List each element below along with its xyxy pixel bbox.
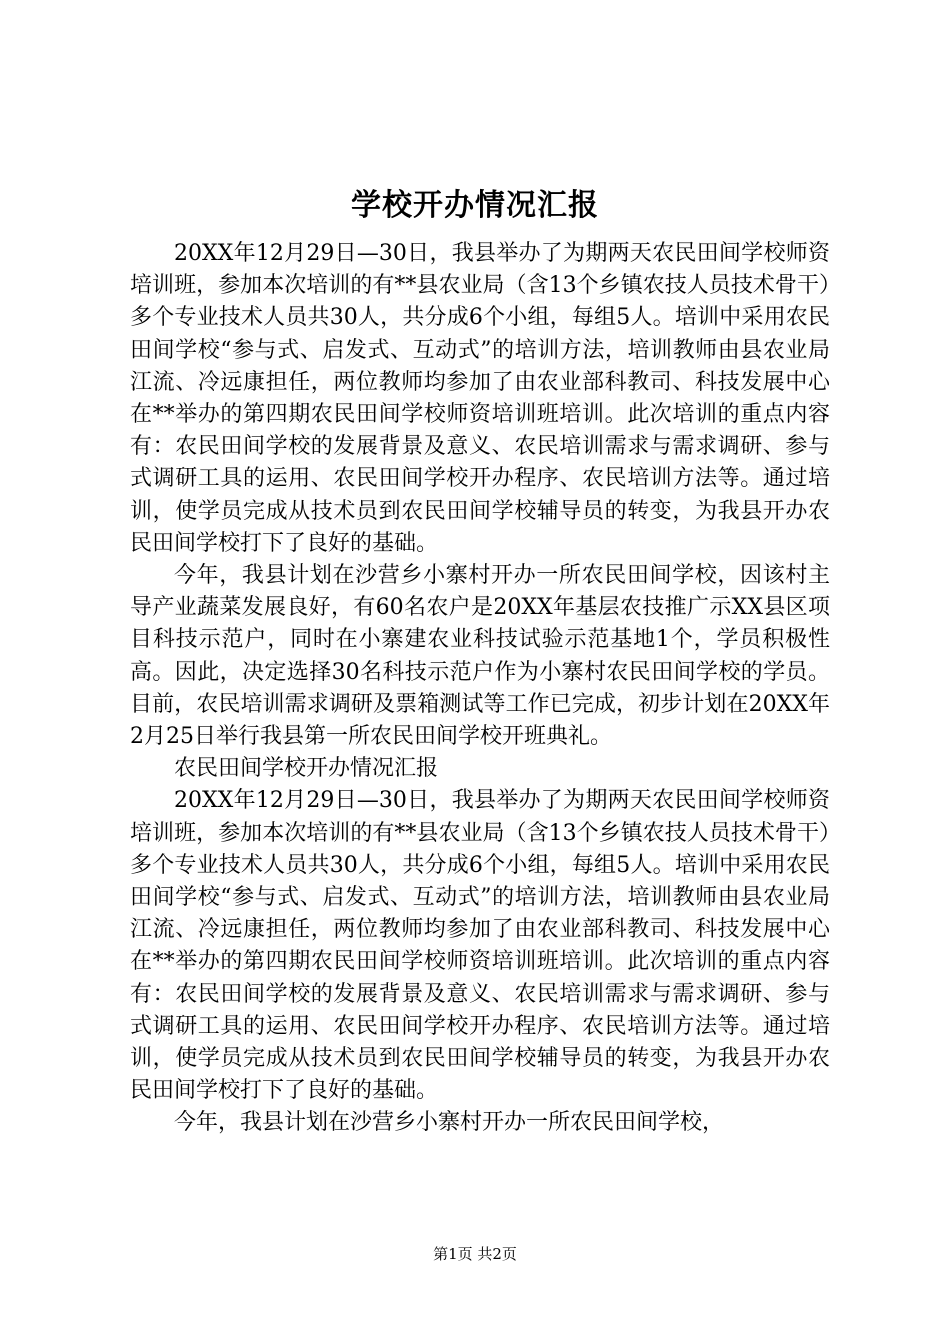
section-heading: 农民田间学校开办情况汇报	[174, 756, 439, 782]
paragraph-4: 今年，我县计划在沙营乡小寨村开办一所农民田间学校，	[174, 1110, 725, 1136]
document-body	[130, 238, 830, 1140]
page-footer	[0, 1244, 950, 1264]
paragraph-2: 今年，我县计划在沙营乡小寨村开办一所农民田间学校，因该村主导产业蔬菜发展良好，有60名农户是20XX年基层农技推广示XX县区项目科技示范户，同时在小寨建农业科技试验示范基地1个，学员积极性高。因此，决定选择30名科技示范户作为小寨村农民田间学校的学员。目前，农民培训需求调研及票箱测试等工作已完成，初步计划在20XX年2月25日举行我县第一所农民田间学校开班典礼。	[130, 563, 830, 750]
paragraph-3: 20XX年12月29日—30日，我县举办了为期两天农民田间学校师资培训班，参加本次培训的有**县农业局（含13个乡镇农技人员技术骨干）多个专业技术人员共30人，共分成6个小组，每组5人。培训中采用农民田间学校“参与式、启发式、互动式”的培训方法，培训教师由县农业局江流、冷远康担任，两位教师均参加了由农业部科教司、科技发展中心在**举办的第四期农民田间学校师资培训班培训。此次培训的重点内容有：农民田间学校的发展背景及意义、农民培训需求与需求调研、参与式调研工具的运用、农民田间学校开办程序、农民培训方法等。通过培训，使学员完成从技术员到农民田间学校辅导员的转变，为我县开办农民田间学校打下了良好的基础。	[130, 788, 830, 1104]
document-title: 学校开办情况汇报	[351, 188, 599, 223]
paragraph-1: 20XX年12月29日—30日，我县举办了为期两天农民田间学校师资培训班，参加本次培训的有**县农业局（含13个乡镇农技人员技术骨干）多个专业技术人员共30人，共分成6个小组，每组5人。培训中采用农民田间学校“参与式、启发式、互动式”的培训方法，培训教师由县农业局江流、冷远康担任，两位教师均参加了由农业部科教司、科技发展中心在**举办的第四期农民田间学校师资培训班培训。此次培训的重点内容有：农民田间学校的发展背景及意义、农民培训需求与需求调研、参与式调研工具的运用、农民田间学校开办程序、农民培训方法等。通过培训，使学员完成从技术员到农民田间学校辅导员的转变，为我县开办农民田间学校打下了良好的基础。	[130, 241, 830, 556]
page-number: 第1页 共2页	[433, 1245, 517, 1263]
